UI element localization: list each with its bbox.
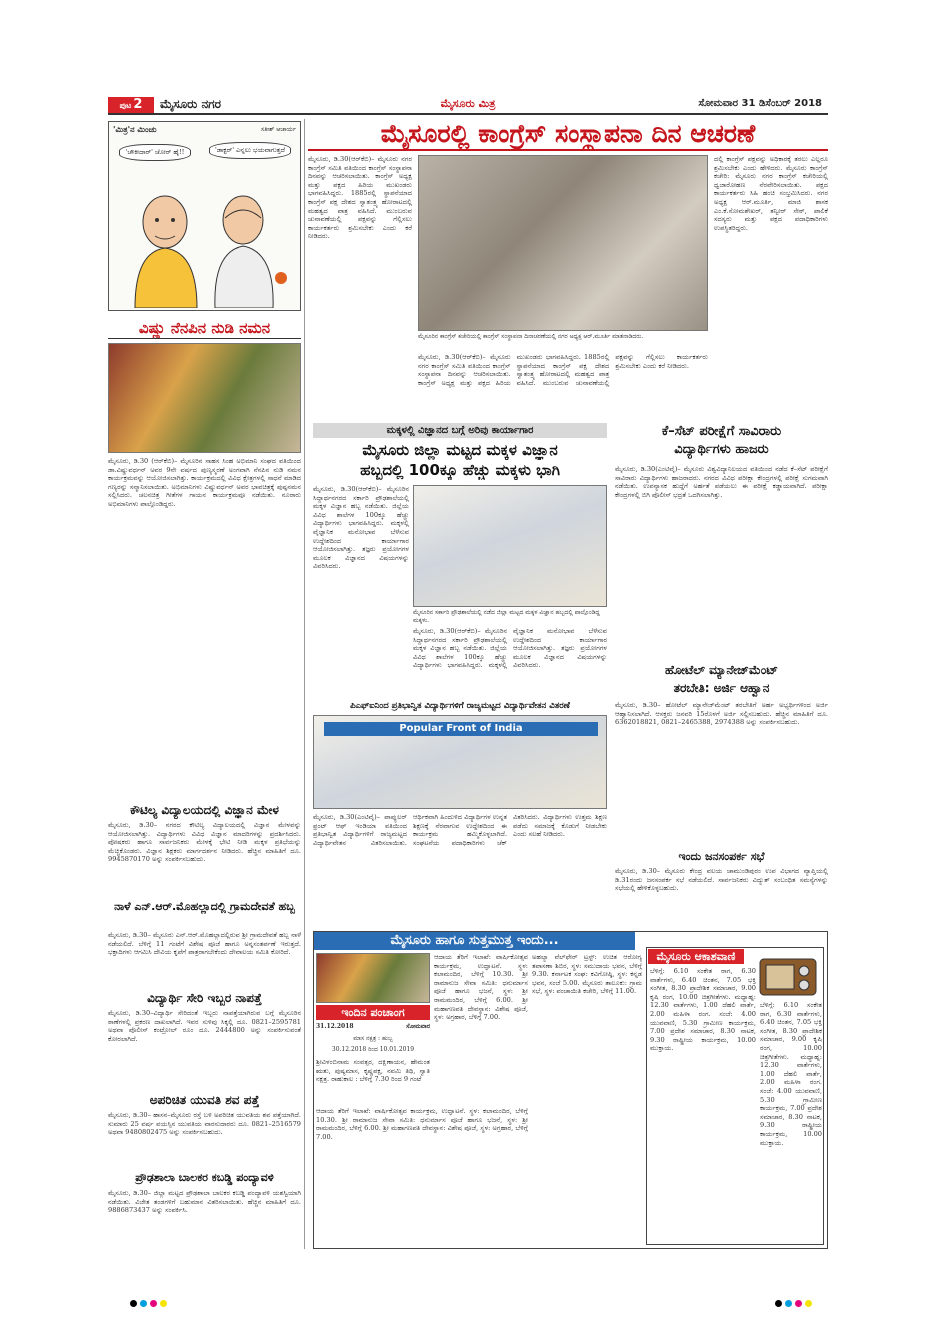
hotel-body: ಮೈಸೂರು, ಡಿ.30– ಹೋಟೆಲ್ ಮ್ಯಾನೇಜ್‌ಮೆಂಟ್ ತರಬೇತಿಗೆ ಅರ್ಹ ಅಭ್ಯರ್ಥಿಗಳಿಂದ ಅರ್ಜಿ ಆಹ್ವಾನಿಸಲಾಗಿದೆ. ಆಸಕ್ತರು ಜನವರಿ 15ರೊಳಗೆ ಅರ್ಜಿ ಸಲ್ಲಿಸಬಹುದು. ಹೆಚ್ಚಿನ ಮಾಹಿತಿಗೆ ದೂ. 6362018821, 0821–2465388, 2974388 ಅನ್ನು ಸಂಪರ್ಕಿಸಬಹುದು. bbox=[615, 701, 828, 727]
panchanga-info: ಮಾಸ ನಕ್ಷತ್ರ : ಹುಬ್ಬ bbox=[353, 1035, 393, 1042]
registration-mark bbox=[150, 1300, 157, 1307]
kabaddi-body: ಮೈಸೂರು, ಡಿ.30– ಜಿಲ್ಲಾ ಮಟ್ಟದ ಪ್ರೌಢಶಾಲಾ ಬಾಲಕರ ಕಬಡ್ಡಿ ಪಂದ್ಯಾವಳಿ ಯಶಸ್ವಿಯಾಗಿ ನಡೆಯಿತು. ವಿಜೇತ ತಂಡಗಳಿಗೆ ಬಹುಮಾನ ವಿತರಿಸಲಾಯಿತು. ಹೆಚ್ಚಿನ ಮಾಹಿತಿಗೆ ದೂ. 9886873437 ಅನ್ನು ಸಂಪರ್ಕಿಸಿ. bbox=[108, 1189, 301, 1215]
kautilya-body: ಮೈಸೂರು, ಡಿ.30– ನಗರದ ಕೌಟಿಲ್ಯ ವಿದ್ಯಾಲಯದಲ್ಲಿ ವಿಜ್ಞಾನ ಮೇಳವನ್ನು ಆಯೋಜಿಸಲಾಗಿತ್ತು. ವಿದ್ಯಾರ್ಥಿಗಳು ವಿವಿಧ ವಿಜ್ಞಾನ ಮಾದರಿಗಳನ್ನು ಪ್ರದರ್ಶಿಸಿದರು. ಪೋಷಕರು ಹಾಗೂ ಸಾರ್ವಜನಿಕರು ಮೇಳಕ್ಕೆ ಭೇಟಿ ನೀಡಿ ಮಕ್ಕಳ ಪ್ರತಿಭೆಯನ್ನು ಮೆಚ್ಚಿಕೊಂಡರು. ವಿಜ್ಞಾನ ಶಿಕ್ಷಕರು ಮಾರ್ಗದರ್ಶನ ನೀಡಿದರು. ಹೆಚ್ಚಿನ ಮಾಹಿತಿಗೆ ದೂ. 9945870170 ಅನ್ನು ಸಂಪರ್ಕಿಸಬಹುದು. bbox=[108, 821, 301, 864]
science-headline-line2: ಹಬ್ಬದಲ್ಲಿ 100ಕ್ಕೂ ಹೆಚ್ಚು ಮಕ್ಕಳು ಭಾಗಿ bbox=[360, 461, 560, 479]
paper-name: ಮೈಸೂರು ಮಿತ್ರ bbox=[440, 97, 496, 110]
science-photo bbox=[413, 485, 607, 607]
science-kicker: ಮಕ್ಕಳಲ್ಲಿ ವಿಜ್ಞಾನದ ಬಗ್ಗೆ ಅರಿವು ಕಾರ್ಯಾಗಾರ bbox=[313, 423, 607, 438]
events-column-1: ಆದಾಯ ತೆರಿಗೆ ಇಲಾಖೆ: ವಾರ್ಷಿಕೋತ್ಸವ ಕಾರ್ಯಕ್ರಮ, ಉದ್ಘಾಟನೆ. ಸ್ಥಳ: ಕಲಾಮಂದಿರ, ಬೆಳಿಗ್ಗೆ 10.30. ಶ್ರೀ ರಾಮಾನುಜ ಸೇವಾ ಸಮಿತಿ: ಧನುರ್ಮಾಸ ಪೂಜೆ ಹಾಗೂ ಭಜನೆ, ಸ್ಥಳ: ಶ್ರೀ ರಾಮಮಂದಿರ, ಬೆಳಿಗ್ಗೆ 6.00. ಶ್ರೀ ಮಹಾಗಣಪತಿ ದೇವಸ್ಥಾನ: ವಿಶೇಷ ಪೂಜೆ, ಸ್ಥಳ: ಅಗ್ರಹಾರ, ಬೆಳಿಗ್ಗೆ 7.00. bbox=[316, 1107, 528, 1141]
registration-mark bbox=[130, 1300, 137, 1307]
janasampark-body: ಮೈಸೂರು, ಡಿ.30– ಮೈಸೂರು ಕೇಂದ್ರ ವಲಯ ಚಾಮುಂಡಿಪುರಂ ಉಪ ವಿಭಾಗದ ವ್ಯಾಪ್ತಿಯಲ್ಲಿ ಡಿ.31ರಂದು ಜನಸಂಪರ್ಕ ಸಭೆ ನಡೆಯಲಿದೆ. ಸಾರ್ವಜನಿಕರು ವಿದ್ಯುತ್ ಸಂಬಂಧಿತ ಸಮಸ್ಯೆಗಳನ್ನು ಸಭೆಯಲ್ಲಿ ಹೇಳಿಕೊಳ್ಳಬಹುದು. bbox=[615, 867, 828, 893]
registration-mark bbox=[775, 1300, 782, 1307]
kset-headline-line2: ವಿದ್ಯಾರ್ಥಿಗಳು ಹಾಜರು bbox=[674, 442, 769, 457]
unknown-headline: ಅಪರಿಚಿತ ಯುವತಿ ಶವ ಪತ್ತೆ bbox=[149, 1093, 260, 1107]
panchanga-date: 31.12.2018 bbox=[316, 1023, 354, 1030]
science-headline-line1: ಮೈಸೂರು ಜಿಲ್ಲಾ ಮಟ್ಟದ ಮಕ್ಕಳ ವಿಜ್ಞಾನ bbox=[362, 441, 558, 459]
hotel-headline-line1: ಹೋಟೆಲ್ ಮ್ಯಾನೇಜ್‌ಮೆಂಟ್ bbox=[665, 663, 778, 677]
speech-bubble-right: 'ಡಾಕ್ಟರ್' ಎನ್ನಲು ಭಯವಾಗುತ್ತದೆ bbox=[209, 142, 291, 159]
today-banner: ಮೈಸೂರು ಹಾಗೂ ಸುತ್ತಮುತ್ತ ಇಂದು... bbox=[314, 932, 635, 950]
panchanga-day: ಸೋಮವಾರ bbox=[406, 1023, 430, 1030]
issue-date: ಸೋಮವಾರ 31 ಡಿಸೆಂಬರ್ 2018 bbox=[698, 98, 822, 109]
kset-body: ಮೈಸೂರು, ಡಿ.30(ಎಂಟಿವೈ)– ಮೈಸೂರು ವಿಶ್ವವಿದ್ಯಾನಿಲಯದ ವತಿಯಿಂದ ನಡೆದ ಕೆ–ಸೆಟ್ ಪರೀಕ್ಷೆಗೆ ಸಾವಿರಾರು ವಿದ್ಯಾರ್ಥಿಗಳು ಹಾಜರಾದರು. ನಗರದ ವಿವಿಧ ಪರೀಕ್ಷಾ ಕೇಂದ್ರಗಳಲ್ಲಿ ಪರೀಕ್ಷೆ ಸುಗಮವಾಗಿ ನಡೆಯಿತು. ಉಪನ್ಯಾಸಕ ಹುದ್ದೆಗೆ ಅರ್ಹತೆ ಪಡೆಯಲು ಈ ಪರೀಕ್ಷೆ ಕಡ್ಡಾಯವಾಗಿದೆ. ಪರೀಕ್ಷಾ ಕೇಂದ್ರಗಳಲ್ಲಿ ಬಿಗಿ ಪೊಲೀಸ್ ಭದ್ರತೆ ಒದಗಿಸಲಾಗಿತ್ತು. bbox=[615, 465, 828, 499]
missing-headline: ವಿದ್ಯಾರ್ಥಿ ಸೇರಿ ಇಬ್ಬರ ನಾಪತ್ತೆ bbox=[147, 991, 262, 1005]
hotel-headline-line2: ತರಬೇತಿ: ಅರ್ಜಿ ಆಹ್ವಾನ bbox=[673, 681, 770, 695]
cartoon-illustration bbox=[115, 182, 295, 308]
pfi-headline: ಪಿಎಫ್‌ಐನಿಂದ ಪ್ರತಿಭಾನ್ವಿತ ವಿದ್ಯಾರ್ಥಿಗಳಿಗೆ ರಾಜ್ಯಮಟ್ಟದ ವಿದ್ಯಾರ್ಥಿವೇತನ ವಿತರಣೆ bbox=[350, 701, 570, 711]
newspaper-page bbox=[108, 95, 828, 1295]
masthead bbox=[108, 95, 828, 115]
radio-title: ಮೈಸೂರು ಆಕಾಶವಾಣಿ bbox=[648, 949, 744, 964]
radio-icon bbox=[758, 953, 818, 997]
panchanga-title: ಇಂದಿನ ಪಂಚಾಂಗ bbox=[316, 1005, 430, 1020]
pfi-photo bbox=[313, 715, 607, 809]
registration-mark bbox=[785, 1300, 792, 1307]
lead-body-right: ದಲ್ಲಿ ಕಾಂಗ್ರೆಸ್ ಪಕ್ಷವನ್ನು ಅಧಿಕಾರಕ್ಕೆ ತರಲು ಎಲ್ಲರೂ ಶ್ರಮಿಸಬೇಕು ಎಂದು ಹೇಳಿದರು. ಮೈಸೂರು ಕಾಂಗ್ರೆಸ್ ಕಚೇರಿ: ಮೈಸೂರು ನಗರ ಕಾಂಗ್ರೆಸ್ ಕಚೇರಿಯಲ್ಲಿ ಧ್ವಜಾರೋಹಣ ನೆರವೇರಿಸಲಾಯಿತು. ಪಕ್ಷದ ಕಾರ್ಯಕರ್ತರು ಸಿಹಿ ಹಂಚಿ ಸಂಭ್ರಮಿಸಿದರು. ನಗರ ಅಧ್ಯಕ್ಷ ಆರ್.ಮೂರ್ತಿ, ಮಾಜಿ ಶಾಸಕ ಎಂ.ಕೆ.ಸೋಮಶೇಖರ್, ತನ್ವೀರ್ ಸೇಠ್, ಪಾಲಿಕೆ ಸದಸ್ಯರು ಮತ್ತು ಪಕ್ಷದ ಪದಾಧಿಕಾರಿಗಳು ಉಪಸ್ಥಿತರಿದ್ದರು. bbox=[714, 155, 828, 232]
lead-photo bbox=[418, 155, 708, 331]
radio-schedule-cont: ಬೆಳಿಗ್ಗೆ: 6.10 ಸಂಕೇತ ರಾಗ, 6.30 ವಾರ್ತೆಗಳು, 6.40 ಚಿಂತನ, 7.05 ಭಕ್ತಿ ಸಂಗೀತ, 8.30 ಪ್ರಾದೇಶಿಕ ಸಮಾಚಾರ, 9.00 ಕೃಷಿ ರಂಗ, 10.00 ಚಿತ್ರಗೀತೆಗಳು. ಮಧ್ಯಾಹ್ನ: 12.30 ವಾರ್ತೆಗಳು, 1.00 ದೆಹಲಿ ವಾರ್ತೆ, 2.00 ಮಹಿಳಾ ರಂಗ. ಸಂಜೆ: 4.00 ಯುವವಾಣಿ, 5.30 ಗ್ರಾಮೀಣ ಕಾರ್ಯಕ್ರಮ, 7.00 ಪ್ರದೇಶ ಸಮಾಚಾರ, 8.30 ನಾಟಕ, 9.30 ರಾಷ್ಟ್ರೀಯ ಕಾರ್ಯಕ್ರಮ, 10.00 ಮುಕ್ತಾಯ. bbox=[760, 1001, 822, 1147]
grama-body: ಮೈಸೂರು, ಡಿ.30– ಮೈಸೂರು ಎನ್.ಆರ್.ಮೊಹಲ್ಲಾದಲ್ಲಿರುವ ಶ್ರೀ ಗ್ರಾಮದೇವತೆ ಹಬ್ಬ ನಾಳೆ ನಡೆಯಲಿದೆ. ಬೆಳಿಗ್ಗೆ 11 ಗಂಟೆಗೆ ವಿಶೇಷ ಪೂಜೆ ಹಾಗೂ ಅನ್ನಸಂತರ್ಪಣೆ ಇರುತ್ತದೆ. ಭಕ್ತಾದಿಗಳು ಆಗಮಿಸಿ ದೇವಿಯ ಕೃಪೆಗೆ ಪಾತ್ರರಾಗಬೇಕೆಂದು ದೇವಾಲಯ ಸಮಿತಿ ಕೋರಿದೆ. bbox=[108, 931, 301, 957]
column-rule bbox=[304, 119, 305, 1249]
cartoon-title: 'ಮಿತ್ರ'ನ ಮಿಂಚು bbox=[113, 125, 157, 134]
vishnu-photo bbox=[108, 343, 301, 453]
janasampark-headline: ಇಂದು ಜನಸಂಪರ್ಕ ಸಭೆ bbox=[678, 850, 765, 863]
panchanga-text: ಶ್ರೀವಿಳಂಬಿನಾಮ ಸಂವತ್ಸರ, ದಕ್ಷಿಣಾಯನ, ಹೇಮಂತ ಋತು, ಪುಷ್ಯಮಾಸ, ಕೃಷ್ಣಪಕ್ಷ, ನವಮಿ ತಿಥಿ, ಸ್ವಾತಿ ನಕ್ಷತ್ರ. ರಾಹುಕಾಲ : ಬೆಳಿಗ್ಗೆ 7.30 ರಿಂದ 9 ಗಂಟೆ bbox=[316, 1058, 430, 1084]
lead-body-under: ಮೈಸೂರು, ಡಿ.30(ಆರ್‌ಕೆಬಿ)– ಮೈಸೂರು ನಗರ ಕಾಂಗ್ರೆಸ್ ಸಮಿತಿ ವತಿಯಿಂದ ಕಾಂಗ್ರೆಸ್ ಸಂಸ್ಥಾಪನಾ ದಿನವನ್ನು ಆಚರಿಸಲಾಯಿತು. ಕಾಂಗ್ರೆಸ್ ಅಧ್ಯಕ್ಷ ಮತ್ತು ಪಕ್ಷದ ಹಿರಿಯ ಮುಖಂಡರು ಭಾಗವಹಿಸಿದ್ದರು. 1885ರಲ್ಲಿ ಸ್ಥಾಪನೆಯಾದ ಕಾಂಗ್ರೆಸ್ ಪಕ್ಷ ದೇಶದ ಸ್ವಾತಂತ್ರ್ಯ ಹೋರಾಟದಲ್ಲಿ ಮಹತ್ವದ ಪಾತ್ರ ವಹಿಸಿದೆ. ಮುಂಬರುವ ಚುನಾವಣೆಯಲ್ಲಿ ಪಕ್ಷವನ್ನು ಗೆಲ್ಲಿಸಲು ಕಾರ್ಯಕರ್ತರು ಶ್ರಮಿಸಬೇಕು ಎಂದು ಕರೆ ನೀಡಿದರು. bbox=[418, 353, 708, 387]
lead-body-left: ಮೈಸೂರು, ಡಿ.30(ಆರ್‌ಕೆಬಿ)– ಮೈಸೂರು ನಗರ ಕಾಂಗ್ರೆಸ್ ಸಮಿತಿ ವತಿಯಿಂದ ಕಾಂಗ್ರೆಸ್ ಸಂಸ್ಥಾಪನಾ ದಿನವನ್ನು ಆಚರಿಸಲಾಯಿತು. ಕಾಂಗ್ರೆಸ್ ಅಧ್ಯಕ್ಷ ಮತ್ತು ಪಕ್ಷದ ಹಿರಿಯ ಮುಖಂಡರು ಭಾಗವಹಿಸಿದ್ದರು. 1885ರಲ್ಲಿ ಸ್ಥಾಪನೆಯಾದ ಕಾಂಗ್ರೆಸ್ ಪಕ್ಷ ದೇಶದ ಸ್ವಾತಂತ್ರ್ಯ ಹೋರಾಟದಲ್ಲಿ ಮಹತ್ವದ ಪಾತ್ರ ವಹಿಸಿದೆ. ಮುಂಬರುವ ಚುನಾವಣೆಯಲ್ಲಿ ಪಕ್ಷವನ್ನು ಗೆಲ್ಲಿಸಲು ಕಾರ್ಯಕರ್ತರು ಶ್ರಮಿಸಬೇಕು ಎಂದು ಕರೆ ನೀಡಿದರು. bbox=[308, 155, 412, 241]
lead-photo-caption: ಮೈಸೂರಿನ ಕಾಂಗ್ರೆಸ್ ಕಚೇರಿಯಲ್ಲಿ ಕಾಂಗ್ರೆಸ್ ಸಂಸ್ಥಾಪನಾ ದಿನಾಚರಣೆಯಲ್ಲಿ ನಗರ ಅಧ್ಯಕ್ಷ ಆರ್.ಮೂರ್ತಿ ಮಾತನಾಡಿದರು. bbox=[418, 333, 644, 340]
cartoon-artist: ಸತೀಶ್ ಆಚಾರ್ಯ bbox=[261, 126, 296, 133]
events-column-2: ಅಹಲ್ಯಾ ವೆಲ್‌ಫೇರ್ ಟ್ರಸ್ಟ್: ಉಚಿತ ಆರೋಗ್ಯ ತಪಾಸಣಾ ಶಿಬಿರ, ಸ್ಥಳ: ಸಮುದಾಯ ಭವನ, ಬೆಳಿಗ್ಗೆ 9.30. ಕರ್ನಾಟಕ ಸಂಘ: ಕವಿಗೋಷ್ಠಿ, ಸ್ಥಳ: ಕನ್ನಡ ಭವನ, ಸಂಜೆ 5.00. ಮೈಸೂರು ತಾಲೂಕು: ಗ್ರಾಮ ಸಭೆ, ಸ್ಥಳ: ಪಂಚಾಯಿತಿ ಕಚೇರಿ, ಬೆಳಿಗ್ಗೆ 11.00. bbox=[532, 953, 642, 996]
vishnu-headline: ವಿಷ್ಣು ನೆನಪಿನ ನುಡಿ ನಮನ bbox=[108, 317, 301, 339]
vishnu-body: ಮೈಸೂರು, ಡಿ.30 (ಆರ್‌ಕೆಬಿ)– ಮೈಸೂರಿನ ಸಾಹಸ ಸಿಂಹ ಅಭಿಮಾನಿ ಸಂಘದ ವತಿಯಿಂದ ಡಾ.ವಿಷ್ಣುವರ್ಧನ್ ಅವರ 9ನೇ ವರ್ಷದ ಪುಣ್ಯಸ್ಮರಣೆ ಅಂಗವಾಗಿ ನೆನಪಿನ ನುಡಿ ನಮನ ಕಾರ್ಯಕ್ರಮವನ್ನು ಆಯೋಜಿಸಲಾಗಿತ್ತು. ಕಾರ್ಯಕ್ರಮದಲ್ಲಿ ವಿವಿಧ ಕ್ಷೇತ್ರಗಳಲ್ಲಿ ಸಾಧನೆ ಮಾಡಿದ ಗಣ್ಯರನ್ನು ಸನ್ಮಾನಿಸಲಾಯಿತು. ಅಭಿಮಾನಿಗಳು ವಿಷ್ಣುವರ್ಧನ್ ಅವರ ಭಾವಚಿತ್ರಕ್ಕೆ ಪುಷ್ಪನಮನ ಸಲ್ಲಿಸಿದರು. ಚಲನಚಿತ್ರ ಗೀತೆಗಳ ಗಾಯನ ಕಾರ್ಯಕ್ರಮವೂ ನಡೆಯಿತು. ನೂರಾರು ಅಭಿಮಾನಿಗಳು ಪಾಲ್ಗೊಂಡಿದ್ದರು. bbox=[108, 457, 301, 508]
science-body-right: ಮೈಸೂರು, ಡಿ.30(ಆರ್‌ಕೆಬಿ)– ಮೈಸೂರಿನ ಸಿದ್ದಾರ್ಥನಗರದ ಸರ್ಕಾರಿ ಪ್ರೌಢಶಾಲೆಯಲ್ಲಿ ಮಕ್ಕಳ ವಿಜ್ಞಾನ ಹಬ್ಬ ನಡೆಯಿತು. ಜಿಲ್ಲೆಯ ವಿವಿಧ ಶಾಲೆಗಳ 100ಕ್ಕೂ ಹೆಚ್ಚು ವಿದ್ಯಾರ್ಥಿಗಳು ಭಾಗವಹಿಸಿದ್ದರು. ಮಕ್ಕಳಲ್ಲಿ ವೈಜ್ಞಾನಿಕ ಮನೋಭಾವ ಬೆಳೆಸುವ ಉದ್ದೇಶದಿಂದ ಕಾರ್ಯಾಗಾರ ಆಯೋಜಿಸಲಾಗಿತ್ತು. ತಜ್ಞರು ಪ್ರಯೋಗಗಳ ಮೂಲಕ ವಿಜ್ಞಾನದ ವಿಷಯಗಳನ್ನು ವಿವರಿಸಿದರು. bbox=[413, 627, 607, 670]
speech-bubble-left: 'ಚೌಕೀದಾರ್' ಚೋರ್ ಹೈ!! bbox=[119, 144, 191, 161]
pfi-banner: Popular Front of India bbox=[324, 722, 598, 736]
unknown-body: ಮೈಸೂರು, ಡಿ.30– ಹಾಸನ–ಮೈಸೂರು ರಸ್ತೆ ಬಳಿ ಅಪರಿಚಿತ ಯುವತಿಯ ಶವ ಪತ್ತೆಯಾಗಿದೆ. ಸುಮಾರು 25 ವರ್ಷ ವಯಸ್ಸಿನ ಯುವತಿಯ ವಾರಸುದಾರರು ದೂ. 0821–2516579 ಅಥವಾ 9480802475 ಅನ್ನು ಸಂಪರ್ಕಿಸಬಹುದು. bbox=[108, 1111, 301, 1137]
cartoon-panel bbox=[108, 121, 301, 311]
missing-body: ಮೈಸೂರು, ಡಿ.30–ವಿದ್ಯಾರ್ಥಿ ಸೇರಿದಂತೆ ಇಬ್ಬರು ನಾಪತ್ತೆಯಾಗಿರುವ ಬಗ್ಗೆ ಮೈಸೂರಿನ ಠಾಣೆಗಳಲ್ಲಿ ಪ್ರಕರಣ ದಾಖಲಾಗಿದೆ. ಇವರ ಸುಳಿವು ಸಿಕ್ಕಲ್ಲಿ ದೂ. 0821–2595781 ಅಥವಾ ಪೊಲೀಸ್ ಕಂಟ್ರೋಲ್ ರೂಂ ದೂ. 2444800 ಅನ್ನು ಸಂಪರ್ಕಿಸುವಂತೆ ಕೋರಲಾಗಿದೆ. bbox=[108, 1009, 301, 1043]
registration-mark bbox=[795, 1300, 802, 1307]
registration-mark bbox=[160, 1300, 167, 1307]
science-photo-caption: ಮೈಸೂರಿನ ಸರ್ಕಾರಿ ಪ್ರೌಢಶಾಲೆಯಲ್ಲಿ ನಡೆದ ಜಿಲ್ಲಾ ಮಟ್ಟದ ಮಕ್ಕಳ ವಿಜ್ಞಾನ ಹಬ್ಬದಲ್ಲಿ ಪಾಲ್ಗೊಂಡಿದ್ದ ಮಕ್ಕಳು. bbox=[413, 609, 600, 624]
registration-mark bbox=[140, 1300, 147, 1307]
events-column-1-top: ಆದಾಯ ತೆರಿಗೆ ಇಲಾಖೆ: ವಾರ್ಷಿಕೋತ್ಸವ ಕಾರ್ಯಕ್ರಮ, ಉದ್ಘಾಟನೆ. ಸ್ಥಳ: ಕಲಾಮಂದಿರ, ಬೆಳಿಗ್ಗೆ 10.30. ಶ್ರೀ ರಾಮಾನುಜ ಸೇವಾ ಸಮಿತಿ: ಧನುರ್ಮಾಸ ಪೂಜೆ ಹಾಗೂ ಭಜನೆ, ಸ್ಥಳ: ಶ್ರೀ ರಾಮಮಂದಿರ, ಬೆಳಿಗ್ಗೆ 6.00. ಶ್ರೀ ಮಹಾಗಣಪತಿ ದೇವಸ್ಥಾನ: ವಿಶೇಷ ಪೂಜೆ, ಸ್ಥಳ: ಅಗ್ರಹಾರ, ಬೆಳಿಗ್ಗೆ 7.00. bbox=[434, 953, 528, 1022]
science-body-left: ಮೈಸೂರು, ಡಿ.30(ಆರ್‌ಕೆಬಿ)– ಮೈಸೂರಿನ ಸಿದ್ದಾರ್ಥನಗರದ ಸರ್ಕಾರಿ ಪ್ರೌಢಶಾಲೆಯಲ್ಲಿ ಮಕ್ಕಳ ವಿಜ್ಞಾನ ಹಬ್ಬ ನಡೆಯಿತು. ಜಿಲ್ಲೆಯ ವಿವಿಧ ಶಾಲೆಗಳ 100ಕ್ಕೂ ಹೆಚ್ಚು ವಿದ್ಯಾರ್ಥಿಗಳು ಭಾಗವಹಿಸಿದ್ದರು. ಮಕ್ಕಳಲ್ಲಿ ವೈಜ್ಞಾನಿಕ ಮನೋಭಾವ ಬೆಳೆಸುವ ಉದ್ದೇಶದಿಂದ ಕಾರ್ಯಾಗಾರ ಆಯೋಜಿಸಲಾಗಿತ್ತು. ತಜ್ಞರು ಪ್ರಯೋಗಗಳ ಮೂಲಕ ವಿಜ್ಞಾನದ ವಿಷಯಗಳನ್ನು ವಿವರಿಸಿದರು. bbox=[313, 485, 409, 571]
registration-mark bbox=[805, 1300, 812, 1307]
page-label: ಪುಟ bbox=[119, 101, 132, 110]
pfi-body: ಮೈಸೂರು, ಡಿ.30(ಎಂಟಿವೈ)– ಪಾಪ್ಯುಲರ್ ಫ್ರಂಟ್ ಆಫ್ ಇಂಡಿಯಾ ವತಿಯಿಂದ ಪ್ರತಿಭಾನ್ವಿತ ವಿದ್ಯಾರ್ಥಿಗಳಿಗೆ ರಾಜ್ಯಮಟ್ಟದ ವಿದ್ಯಾರ್ಥಿವೇತನ ವಿತರಿಸಲಾಯಿತು. ಆರ್ಥಿಕವಾಗಿ ಹಿಂದುಳಿದ ವಿದ್ಯಾರ್ಥಿಗಳ ಉನ್ನತ ಶಿಕ್ಷಣಕ್ಕೆ ನೆರವಾಗುವ ಉದ್ದೇಶದಿಂದ ಈ ಕಾರ್ಯಕ್ರಮ ಹಮ್ಮಿಕೊಳ್ಳಲಾಗಿದೆ. ಸಂಘಟನೆಯ ಪದಾಧಿಕಾರಿಗಳು ಚೆಕ್ ವಿತರಿಸಿದರು. ವಿದ್ಯಾರ್ಥಿಗಳು ಉತ್ತಮ ಶಿಕ್ಷಣ ಪಡೆದು ಸಮಾಜಕ್ಕೆ ಕೊಡುಗೆ ನೀಡಬೇಕು ಎಂದು ಸಲಹೆ ನೀಡಿದರು. bbox=[313, 813, 607, 847]
page-number: 2 bbox=[133, 97, 143, 112]
kabaddi-headline: ಪ್ರೌಢಶಾಲಾ ಬಾಲಕರ ಕಬಡ್ಡಿ ಪಂದ್ಯಾವಳಿ bbox=[135, 1171, 274, 1184]
section-title: ಮೈಸೂರು ನಗರ bbox=[160, 97, 222, 111]
lead-headline: ಮೈಸೂರಲ್ಲಿ ಕಾಂಗ್ರೆಸ್ ಸಂಸ್ಥಾಪನಾ ದಿನ ಆಚರಣೆ bbox=[308, 119, 828, 151]
radio-schedule: ಬೆಳಿಗ್ಗೆ: 6.10 ಸಂಕೇತ ರಾಗ, 6.30 ವಾರ್ತೆಗಳು, 6.40 ಚಿಂತನ, 7.05 ಭಕ್ತಿ ಸಂಗೀತ, 8.30 ಪ್ರಾದೇಶಿಕ ಸಮಾಚಾರ, 9.00 ಕೃಷಿ ರಂಗ, 10.00 ಚಿತ್ರಗೀತೆಗಳು. ಮಧ್ಯಾಹ್ನ: 12.30 ವಾರ್ತೆಗಳು, 1.00 ದೆಹಲಿ ವಾರ್ತೆ, 2.00 ಮಹಿಳಾ ರಂಗ. ಸಂಜೆ: 4.00 ಯುವವಾಣಿ, 5.30 ಗ್ರಾಮೀಣ ಕಾರ್ಯಕ್ರಮ, 7.00 ಪ್ರದೇಶ ಸಮಾಚಾರ, 8.30 ನಾಟಕ, 9.30 ರಾಷ್ಟ್ರೀಯ ಕಾರ್ಯಕ್ರಮ, 10.00 ಮುಕ್ತಾಯ. bbox=[650, 967, 756, 1053]
palace-photo bbox=[316, 953, 430, 1003]
grama-headline: ನಾಳೆ ಎನ್.ಆರ್.ಮೊಹಲ್ಲಾದಲ್ಲಿ ಗ್ರಾಮದೇವತೆ ಹಬ್ಬ bbox=[114, 900, 295, 913]
panchanga-range: 30.12.2018 ರಿಂದ 10.01.2019 bbox=[331, 1046, 415, 1053]
kset-headline-line1: ಕೆ–ಸೆಟ್ ಪರೀಕ್ಷೆಗೆ ಸಾವಿರಾರು bbox=[661, 424, 782, 439]
kautilya-headline: ಕೌಟಿಲ್ಯ ವಿದ್ಯಾಲಯದಲ್ಲಿ ವಿಜ್ಞಾನ ಮೇಳ bbox=[130, 803, 279, 817]
